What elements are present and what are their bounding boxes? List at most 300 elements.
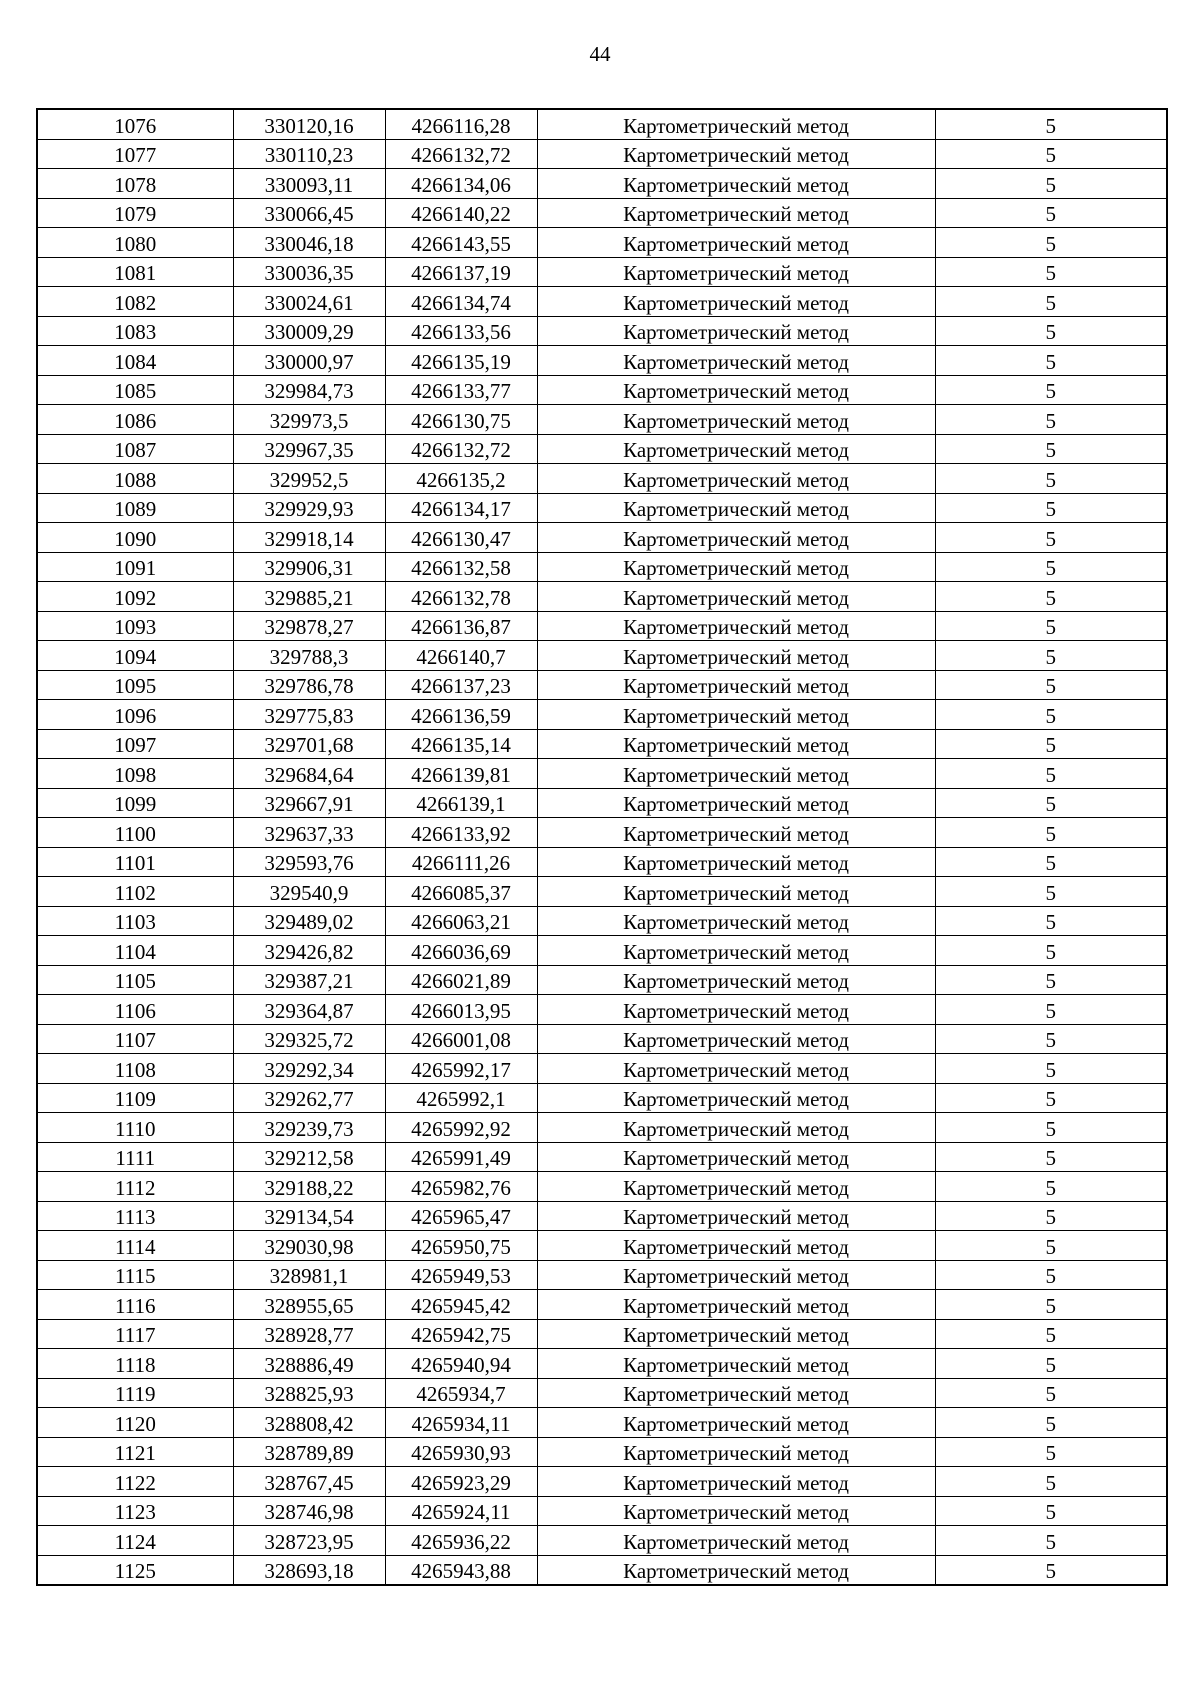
point-number-cell: 1078 — [37, 169, 233, 199]
x-coordinate-cell: 329262,77 — [233, 1083, 385, 1113]
table-row — [37, 1496, 1167, 1526]
method-cell: Картометрический метод — [537, 346, 935, 376]
table-row — [37, 965, 1167, 995]
y-coordinate-cell: 4266140,22 — [385, 198, 537, 228]
method-cell: Картометрический метод — [537, 1496, 935, 1526]
table-row — [37, 228, 1167, 258]
method-cell: Картометрический метод — [537, 670, 935, 700]
y-coordinate-cell: 4266132,72 — [385, 434, 537, 464]
method-cell: Картометрический метод — [537, 1142, 935, 1172]
x-coordinate-cell: 329952,5 — [233, 464, 385, 494]
point-number-cell: 1115 — [37, 1260, 233, 1290]
point-number-cell: 1112 — [37, 1172, 233, 1202]
method-cell: Картометрический метод — [537, 464, 935, 494]
x-coordinate-cell: 329387,21 — [233, 965, 385, 995]
point-number-cell: 1124 — [37, 1526, 233, 1556]
method-cell: Картометрический метод — [537, 493, 935, 523]
point-number-cell: 1085 — [37, 375, 233, 405]
accuracy-cell: 5 — [935, 700, 1167, 730]
table-row — [37, 1319, 1167, 1349]
table-row — [37, 1113, 1167, 1143]
method-cell: Картометрический метод — [537, 995, 935, 1025]
y-coordinate-cell: 4266132,58 — [385, 552, 537, 582]
table-row — [37, 346, 1167, 376]
point-number-cell: 1110 — [37, 1113, 233, 1143]
y-coordinate-cell: 4265930,93 — [385, 1437, 537, 1467]
y-coordinate-cell: 4266063,21 — [385, 906, 537, 936]
point-number-cell: 1125 — [37, 1555, 233, 1585]
table-row — [37, 552, 1167, 582]
y-coordinate-cell: 4266133,77 — [385, 375, 537, 405]
accuracy-cell: 5 — [935, 1467, 1167, 1497]
method-cell: Картометрический метод — [537, 1231, 935, 1261]
table-row — [37, 1142, 1167, 1172]
x-coordinate-cell: 328808,42 — [233, 1408, 385, 1438]
accuracy-cell: 5 — [935, 198, 1167, 228]
point-number-cell: 1093 — [37, 611, 233, 641]
method-cell: Картометрический метод — [537, 582, 935, 612]
y-coordinate-cell: 4266036,69 — [385, 936, 537, 966]
y-coordinate-cell: 4265992,17 — [385, 1054, 537, 1084]
method-cell: Картометрический метод — [537, 434, 935, 464]
point-number-cell: 1094 — [37, 641, 233, 671]
y-coordinate-cell: 4265991,49 — [385, 1142, 537, 1172]
method-cell: Картометрический метод — [537, 228, 935, 258]
accuracy-cell: 5 — [935, 464, 1167, 494]
table-row — [37, 995, 1167, 1025]
x-coordinate-cell: 329188,22 — [233, 1172, 385, 1202]
x-coordinate-cell: 330046,18 — [233, 228, 385, 258]
point-number-cell: 1123 — [37, 1496, 233, 1526]
accuracy-cell: 5 — [935, 641, 1167, 671]
method-cell: Картометрический метод — [537, 1349, 935, 1379]
accuracy-cell: 5 — [935, 1437, 1167, 1467]
accuracy-cell: 5 — [935, 287, 1167, 317]
point-number-cell: 1100 — [37, 818, 233, 848]
y-coordinate-cell: 4265940,94 — [385, 1349, 537, 1379]
x-coordinate-cell: 328746,98 — [233, 1496, 385, 1526]
table-row — [37, 493, 1167, 523]
y-coordinate-cell: 4266001,08 — [385, 1024, 537, 1054]
x-coordinate-cell: 329788,3 — [233, 641, 385, 671]
accuracy-cell: 5 — [935, 1231, 1167, 1261]
table-row — [37, 1290, 1167, 1320]
accuracy-cell: 5 — [935, 346, 1167, 376]
table-row — [37, 729, 1167, 759]
method-cell: Картометрический метод — [537, 139, 935, 169]
y-coordinate-cell: 4265942,75 — [385, 1319, 537, 1349]
point-number-cell: 1103 — [37, 906, 233, 936]
method-cell: Картометрический метод — [537, 936, 935, 966]
table-row — [37, 700, 1167, 730]
accuracy-cell: 5 — [935, 1054, 1167, 1084]
point-number-cell: 1095 — [37, 670, 233, 700]
x-coordinate-cell: 330110,23 — [233, 139, 385, 169]
method-cell: Картометрический метод — [537, 109, 935, 139]
x-coordinate-cell: 329212,58 — [233, 1142, 385, 1172]
point-number-cell: 1111 — [37, 1142, 233, 1172]
point-number-cell: 1079 — [37, 198, 233, 228]
method-cell: Картометрический метод — [537, 1172, 935, 1202]
point-number-cell: 1096 — [37, 700, 233, 730]
y-coordinate-cell: 4266133,56 — [385, 316, 537, 346]
accuracy-cell: 5 — [935, 1555, 1167, 1585]
method-cell: Картометрический метод — [537, 1054, 935, 1084]
y-coordinate-cell: 4265945,42 — [385, 1290, 537, 1320]
point-number-cell: 1081 — [37, 257, 233, 287]
method-cell: Картометрический метод — [537, 523, 935, 553]
table-row — [37, 1083, 1167, 1113]
x-coordinate-cell: 328723,95 — [233, 1526, 385, 1556]
point-number-cell: 1099 — [37, 788, 233, 818]
y-coordinate-cell: 4265965,47 — [385, 1201, 537, 1231]
point-number-cell: 1080 — [37, 228, 233, 258]
page-number: 44 — [589, 42, 611, 66]
y-coordinate-cell: 4266134,74 — [385, 287, 537, 317]
accuracy-cell: 5 — [935, 493, 1167, 523]
method-cell: Картометрический метод — [537, 611, 935, 641]
point-number-cell: 1106 — [37, 995, 233, 1025]
x-coordinate-cell: 328886,49 — [233, 1349, 385, 1379]
y-coordinate-cell: 4266137,19 — [385, 257, 537, 287]
y-coordinate-cell: 4266132,72 — [385, 139, 537, 169]
point-number-cell: 1086 — [37, 405, 233, 435]
method-cell: Картометрический метод — [537, 552, 935, 582]
table-row — [37, 405, 1167, 435]
y-coordinate-cell: 4266134,06 — [385, 169, 537, 199]
point-number-cell: 1090 — [37, 523, 233, 553]
y-coordinate-cell: 4266130,75 — [385, 405, 537, 435]
y-coordinate-cell: 4266139,1 — [385, 788, 537, 818]
x-coordinate-cell: 328981,1 — [233, 1260, 385, 1290]
accuracy-cell: 5 — [935, 670, 1167, 700]
y-coordinate-cell: 4266137,23 — [385, 670, 537, 700]
accuracy-cell: 5 — [935, 1142, 1167, 1172]
x-coordinate-cell: 329967,35 — [233, 434, 385, 464]
table-row — [37, 169, 1167, 199]
x-coordinate-cell: 329030,98 — [233, 1231, 385, 1261]
x-coordinate-cell: 329684,64 — [233, 759, 385, 789]
table-row — [37, 1526, 1167, 1556]
method-cell: Картометрический метод — [537, 906, 935, 936]
accuracy-cell: 5 — [935, 582, 1167, 612]
point-number-cell: 1084 — [37, 346, 233, 376]
accuracy-cell: 5 — [935, 995, 1167, 1025]
y-coordinate-cell: 4266021,89 — [385, 965, 537, 995]
point-number-cell: 1097 — [37, 729, 233, 759]
y-coordinate-cell: 4266139,81 — [385, 759, 537, 789]
table-row — [37, 788, 1167, 818]
accuracy-cell: 5 — [935, 1408, 1167, 1438]
accuracy-cell: 5 — [935, 611, 1167, 641]
method-cell: Картометрический метод — [537, 257, 935, 287]
x-coordinate-cell: 329984,73 — [233, 375, 385, 405]
y-coordinate-cell: 4266085,37 — [385, 877, 537, 907]
accuracy-cell: 5 — [935, 818, 1167, 848]
x-coordinate-cell: 329667,91 — [233, 788, 385, 818]
x-coordinate-cell: 329489,02 — [233, 906, 385, 936]
x-coordinate-cell: 329906,31 — [233, 552, 385, 582]
point-number-cell: 1076 — [37, 109, 233, 139]
method-cell: Картометрический метод — [537, 1260, 935, 1290]
y-coordinate-cell: 4265982,76 — [385, 1172, 537, 1202]
y-coordinate-cell: 4266116,28 — [385, 109, 537, 139]
method-cell: Картометрический метод — [537, 641, 935, 671]
table-row — [37, 759, 1167, 789]
y-coordinate-cell: 4265950,75 — [385, 1231, 537, 1261]
accuracy-cell: 5 — [935, 1290, 1167, 1320]
y-coordinate-cell: 4266013,95 — [385, 995, 537, 1025]
coordinates-table-body — [37, 109, 1167, 1585]
method-cell: Картометрический метод — [537, 1113, 935, 1143]
point-number-cell: 1087 — [37, 434, 233, 464]
point-number-cell: 1114 — [37, 1231, 233, 1261]
table-row — [37, 1054, 1167, 1084]
x-coordinate-cell: 330000,97 — [233, 346, 385, 376]
table-row — [37, 1437, 1167, 1467]
x-coordinate-cell: 329292,34 — [233, 1054, 385, 1084]
coordinates-table — [36, 108, 1168, 1586]
method-cell: Картометрический метод — [537, 1555, 935, 1585]
point-number-cell: 1109 — [37, 1083, 233, 1113]
accuracy-cell: 5 — [935, 257, 1167, 287]
y-coordinate-cell: 4266135,2 — [385, 464, 537, 494]
y-coordinate-cell: 4265949,53 — [385, 1260, 537, 1290]
x-coordinate-cell: 330120,16 — [233, 109, 385, 139]
x-coordinate-cell: 329426,82 — [233, 936, 385, 966]
y-coordinate-cell: 4265924,11 — [385, 1496, 537, 1526]
x-coordinate-cell: 329918,14 — [233, 523, 385, 553]
table-row — [37, 818, 1167, 848]
method-cell: Картометрический метод — [537, 1408, 935, 1438]
accuracy-cell: 5 — [935, 788, 1167, 818]
table-row — [37, 139, 1167, 169]
point-number-cell: 1089 — [37, 493, 233, 523]
x-coordinate-cell: 329701,68 — [233, 729, 385, 759]
x-coordinate-cell: 328767,45 — [233, 1467, 385, 1497]
point-number-cell: 1082 — [37, 287, 233, 317]
accuracy-cell: 5 — [935, 1378, 1167, 1408]
accuracy-cell: 5 — [935, 375, 1167, 405]
table-row — [37, 287, 1167, 317]
accuracy-cell: 5 — [935, 1260, 1167, 1290]
accuracy-cell: 5 — [935, 109, 1167, 139]
x-coordinate-cell: 329593,76 — [233, 847, 385, 877]
x-coordinate-cell: 329540,9 — [233, 877, 385, 907]
point-number-cell: 1088 — [37, 464, 233, 494]
accuracy-cell: 5 — [935, 552, 1167, 582]
accuracy-cell: 5 — [935, 1349, 1167, 1379]
point-number-cell: 1118 — [37, 1349, 233, 1379]
x-coordinate-cell: 328825,93 — [233, 1378, 385, 1408]
table-row — [37, 611, 1167, 641]
accuracy-cell: 5 — [935, 729, 1167, 759]
accuracy-cell: 5 — [935, 405, 1167, 435]
y-coordinate-cell: 4265936,22 — [385, 1526, 537, 1556]
x-coordinate-cell: 329134,54 — [233, 1201, 385, 1231]
method-cell: Картометрический метод — [537, 1378, 935, 1408]
table-row — [37, 906, 1167, 936]
method-cell: Картометрический метод — [537, 818, 935, 848]
table-row — [37, 1024, 1167, 1054]
accuracy-cell: 5 — [935, 965, 1167, 995]
x-coordinate-cell: 329775,83 — [233, 700, 385, 730]
table-row — [37, 641, 1167, 671]
method-cell: Картометрический метод — [537, 1024, 935, 1054]
x-coordinate-cell: 330066,45 — [233, 198, 385, 228]
method-cell: Картометрический метод — [537, 1083, 935, 1113]
table-row — [37, 1555, 1167, 1585]
table-row — [37, 582, 1167, 612]
accuracy-cell: 5 — [935, 877, 1167, 907]
x-coordinate-cell: 329239,73 — [233, 1113, 385, 1143]
x-coordinate-cell: 328693,18 — [233, 1555, 385, 1585]
point-number-cell: 1113 — [37, 1201, 233, 1231]
point-number-cell: 1117 — [37, 1319, 233, 1349]
y-coordinate-cell: 4265934,11 — [385, 1408, 537, 1438]
x-coordinate-cell: 329325,72 — [233, 1024, 385, 1054]
x-coordinate-cell: 329364,87 — [233, 995, 385, 1025]
accuracy-cell: 5 — [935, 1496, 1167, 1526]
point-number-cell: 1116 — [37, 1290, 233, 1320]
y-coordinate-cell: 4266132,78 — [385, 582, 537, 612]
point-number-cell: 1108 — [37, 1054, 233, 1084]
x-coordinate-cell: 330024,61 — [233, 287, 385, 317]
y-coordinate-cell: 4266136,59 — [385, 700, 537, 730]
table-row — [37, 523, 1167, 553]
x-coordinate-cell: 329885,21 — [233, 582, 385, 612]
table-row — [37, 670, 1167, 700]
accuracy-cell: 5 — [935, 316, 1167, 346]
x-coordinate-cell: 329878,27 — [233, 611, 385, 641]
method-cell: Картометрический метод — [537, 729, 935, 759]
method-cell: Картометрический метод — [537, 287, 935, 317]
method-cell: Картометрический метод — [537, 169, 935, 199]
method-cell: Картометрический метод — [537, 1201, 935, 1231]
method-cell: Картометрический метод — [537, 965, 935, 995]
accuracy-cell: 5 — [935, 169, 1167, 199]
y-coordinate-cell: 4266140,7 — [385, 641, 537, 671]
y-coordinate-cell: 4265992,92 — [385, 1113, 537, 1143]
point-number-cell: 1083 — [37, 316, 233, 346]
y-coordinate-cell: 4266130,47 — [385, 523, 537, 553]
table-row — [37, 1408, 1167, 1438]
table-row — [37, 1260, 1167, 1290]
accuracy-cell: 5 — [935, 434, 1167, 464]
point-number-cell: 1077 — [37, 139, 233, 169]
table-row — [37, 1201, 1167, 1231]
method-cell: Картометрический метод — [537, 877, 935, 907]
point-number-cell: 1122 — [37, 1467, 233, 1497]
accuracy-cell: 5 — [935, 1113, 1167, 1143]
y-coordinate-cell: 4266111,26 — [385, 847, 537, 877]
y-coordinate-cell: 4265992,1 — [385, 1083, 537, 1113]
table-row — [37, 434, 1167, 464]
accuracy-cell: 5 — [935, 1083, 1167, 1113]
accuracy-cell: 5 — [935, 1172, 1167, 1202]
point-number-cell: 1092 — [37, 582, 233, 612]
point-number-cell: 1104 — [37, 936, 233, 966]
accuracy-cell: 5 — [935, 1319, 1167, 1349]
method-cell: Картометрический метод — [537, 198, 935, 228]
table-row — [37, 1467, 1167, 1497]
accuracy-cell: 5 — [935, 906, 1167, 936]
method-cell: Картометрический метод — [537, 1526, 935, 1556]
y-coordinate-cell: 4266143,55 — [385, 228, 537, 258]
method-cell: Картометрический метод — [537, 375, 935, 405]
table-row — [37, 316, 1167, 346]
point-number-cell: 1101 — [37, 847, 233, 877]
table-row — [37, 847, 1167, 877]
accuracy-cell: 5 — [935, 847, 1167, 877]
table-row — [37, 1172, 1167, 1202]
table-row — [37, 198, 1167, 228]
method-cell: Картометрический метод — [537, 405, 935, 435]
y-coordinate-cell: 4265923,29 — [385, 1467, 537, 1497]
x-coordinate-cell: 329973,5 — [233, 405, 385, 435]
accuracy-cell: 5 — [935, 1526, 1167, 1556]
y-coordinate-cell: 4266135,14 — [385, 729, 537, 759]
x-coordinate-cell: 330093,11 — [233, 169, 385, 199]
y-coordinate-cell: 4266136,87 — [385, 611, 537, 641]
point-number-cell: 1102 — [37, 877, 233, 907]
table-row — [37, 257, 1167, 287]
point-number-cell: 1105 — [37, 965, 233, 995]
x-coordinate-cell: 329637,33 — [233, 818, 385, 848]
accuracy-cell: 5 — [935, 936, 1167, 966]
table-row — [37, 375, 1167, 405]
method-cell: Картометрический метод — [537, 1467, 935, 1497]
accuracy-cell: 5 — [935, 523, 1167, 553]
x-coordinate-cell: 330036,35 — [233, 257, 385, 287]
method-cell: Картометрический метод — [537, 316, 935, 346]
table-row — [37, 464, 1167, 494]
accuracy-cell: 5 — [935, 1024, 1167, 1054]
x-coordinate-cell: 328955,65 — [233, 1290, 385, 1320]
y-coordinate-cell: 4265943,88 — [385, 1555, 537, 1585]
method-cell: Картометрический метод — [537, 1290, 935, 1320]
y-coordinate-cell: 4265934,7 — [385, 1378, 537, 1408]
table-row — [37, 936, 1167, 966]
x-coordinate-cell: 328928,77 — [233, 1319, 385, 1349]
table-row — [37, 1378, 1167, 1408]
accuracy-cell: 5 — [935, 139, 1167, 169]
x-coordinate-cell: 329786,78 — [233, 670, 385, 700]
x-coordinate-cell: 328789,89 — [233, 1437, 385, 1467]
table-row — [37, 109, 1167, 139]
y-coordinate-cell: 4266135,19 — [385, 346, 537, 376]
method-cell: Картометрический метод — [537, 1319, 935, 1349]
x-coordinate-cell: 330009,29 — [233, 316, 385, 346]
table-row — [37, 1349, 1167, 1379]
accuracy-cell: 5 — [935, 759, 1167, 789]
method-cell: Картометрический метод — [537, 700, 935, 730]
point-number-cell: 1098 — [37, 759, 233, 789]
method-cell: Картометрический метод — [537, 847, 935, 877]
accuracy-cell: 5 — [935, 228, 1167, 258]
point-number-cell: 1121 — [37, 1437, 233, 1467]
x-coordinate-cell: 329929,93 — [233, 493, 385, 523]
table-row — [37, 1231, 1167, 1261]
accuracy-cell: 5 — [935, 1201, 1167, 1231]
table-row — [37, 877, 1167, 907]
y-coordinate-cell: 4266134,17 — [385, 493, 537, 523]
y-coordinate-cell: 4266133,92 — [385, 818, 537, 848]
method-cell: Картометрический метод — [537, 1437, 935, 1467]
point-number-cell: 1091 — [37, 552, 233, 582]
point-number-cell: 1107 — [37, 1024, 233, 1054]
method-cell: Картометрический метод — [537, 788, 935, 818]
